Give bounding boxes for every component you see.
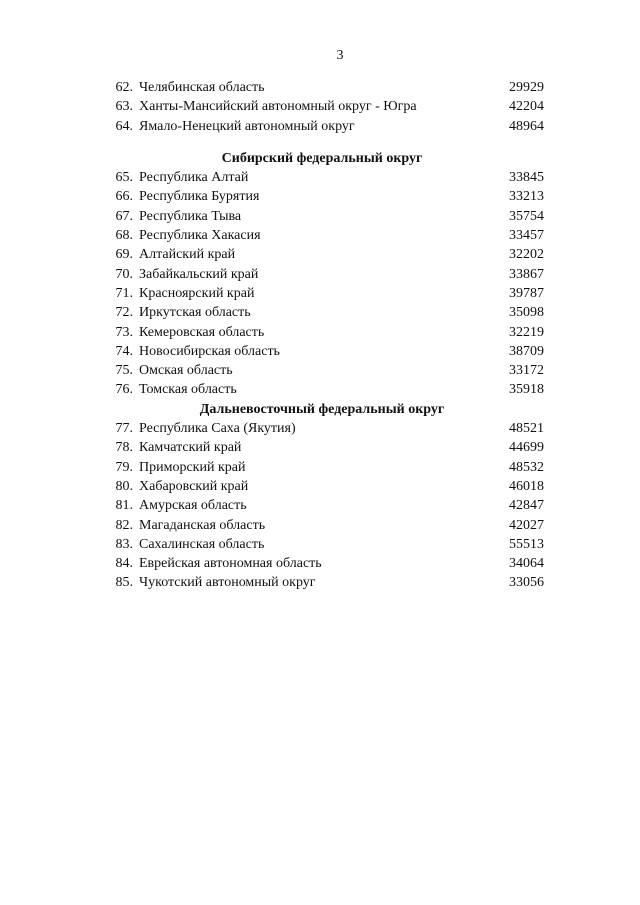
row-number: 85. [115, 575, 133, 591]
row-number: 80. [115, 478, 133, 494]
row-number: 76. [115, 382, 133, 398]
row-number: 82. [115, 517, 133, 533]
page-number: 3 [336, 48, 344, 63]
row-number: 73. [115, 324, 133, 340]
table-row [100, 458, 544, 477]
region-name: Республика Хакасия [139, 228, 261, 244]
region-name: Томская область [139, 382, 237, 398]
region-name: Еврейская автономная область [139, 556, 322, 572]
row-number: 72. [115, 305, 133, 321]
region-name: Омская область [139, 363, 233, 379]
table-row [100, 303, 544, 322]
table-row [100, 438, 544, 457]
region-name: Забайкальский край [139, 266, 259, 282]
region-value: 42027 [509, 517, 544, 533]
region-value: 29929 [509, 80, 544, 95]
row-number: 67. [115, 208, 133, 224]
region-name: Алтайский край [139, 247, 236, 263]
region-value: 48521 [509, 421, 544, 437]
region-name: Приморский край [139, 459, 246, 475]
row-number: 62. [115, 80, 133, 95]
region-name: Республика Саха (Якутия) [139, 421, 296, 437]
region-value: 38709 [509, 343, 544, 359]
region-group-far-eastern [100, 400, 544, 593]
row-number: 75. [115, 363, 133, 379]
row-number: 79. [115, 459, 133, 475]
region-value: 35098 [509, 305, 544, 321]
region-name: Республика Тыва [139, 208, 242, 224]
region-name: Республика Алтай [139, 170, 249, 186]
region-name: Кемеровская область [139, 324, 265, 340]
region-value: 32202 [509, 247, 544, 263]
region-group-ural [100, 78, 544, 136]
table-row [100, 342, 544, 361]
region-value: 33213 [509, 189, 544, 205]
row-number: 84. [115, 556, 133, 572]
region-value: 39787 [509, 285, 544, 301]
region-value: 42847 [509, 498, 544, 514]
region-value: 33845 [509, 170, 544, 186]
table-row [100, 168, 544, 187]
region-value: 33867 [509, 266, 544, 282]
table-row [100, 380, 544, 399]
district-heading: Сибирский федеральный округ [221, 150, 423, 166]
region-group-siberian [100, 149, 544, 400]
table-row [100, 97, 544, 116]
region-value: 33172 [509, 363, 544, 379]
region-value: 48532 [509, 459, 544, 475]
region-value: 34064 [509, 556, 544, 572]
region-name: Камчатский край [139, 440, 242, 456]
row-number: 68. [115, 228, 133, 244]
region-value: 35918 [509, 382, 544, 398]
region-name: Ханты-Мансийский автономный округ - Югра [139, 99, 417, 115]
region-name: Челябинская область [139, 80, 265, 95]
row-number: 70. [115, 266, 133, 282]
region-value: 44699 [509, 440, 544, 456]
row-number: 69. [115, 247, 133, 263]
row-number: 74. [115, 343, 133, 359]
table-row [100, 496, 544, 515]
region-name: Новосибирская область [139, 343, 280, 359]
table-row [100, 477, 544, 496]
row-number: 81. [115, 498, 133, 514]
row-number: 77. [115, 421, 133, 437]
row-number: 64. [115, 118, 133, 134]
table-row [100, 554, 544, 573]
district-heading: Дальневосточный федеральный округ [199, 401, 445, 417]
region-name: Республика Бурятия [139, 189, 260, 205]
region-name: Сахалинская область [139, 536, 265, 552]
row-number: 71. [115, 285, 133, 301]
table-row [100, 535, 544, 554]
table-row [100, 187, 544, 206]
region-value: 32219 [509, 324, 544, 340]
region-name: Амурская область [139, 498, 247, 514]
region-value: 33457 [509, 228, 544, 244]
table-row [100, 117, 544, 136]
region-value: 33056 [509, 575, 544, 591]
table-row [100, 419, 544, 438]
region-value: 35754 [509, 208, 544, 224]
table-row [100, 245, 544, 264]
region-name: Красноярский край [139, 285, 255, 301]
table-row [100, 323, 544, 342]
row-number: 66. [115, 189, 133, 205]
table-row [100, 226, 544, 245]
table-row [100, 361, 544, 380]
region-name: Магаданская область [139, 517, 266, 533]
region-value: 48964 [509, 118, 544, 134]
region-value: 42204 [509, 99, 544, 115]
region-list [100, 78, 544, 593]
table-row [100, 284, 544, 303]
region-value: 46018 [509, 478, 544, 494]
region-name: Ямало-Ненецкий автономный округ [139, 118, 355, 134]
row-number: 83. [115, 536, 133, 552]
region-name: Хабаровский край [139, 478, 249, 494]
row-number: 78. [115, 440, 133, 456]
row-number: 63. [115, 99, 133, 115]
table-row [100, 573, 544, 592]
table-row [100, 265, 544, 284]
region-name: Чукотский автономный округ [139, 575, 316, 591]
region-name: Иркутская область [139, 305, 251, 321]
table-row [100, 516, 544, 535]
table-row [100, 207, 544, 226]
region-value: 55513 [509, 536, 544, 552]
row-number: 65. [115, 170, 133, 186]
table-row [100, 78, 544, 97]
